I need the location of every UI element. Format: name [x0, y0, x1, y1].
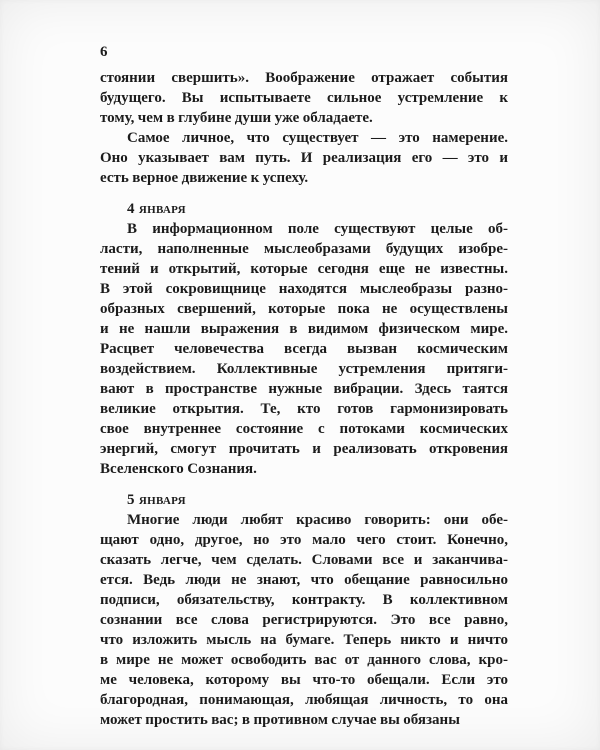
text-line: щают одно, другое, но это мало чего стоит. Конечно, — [100, 532, 508, 548]
text-line: Вселенского Сознания. — [100, 461, 257, 477]
page-number: 6 — [100, 44, 108, 60]
text-line: В информационном поле существуют целые об- — [127, 221, 508, 237]
page-content — [100, 68, 508, 730]
paragraph — [100, 510, 508, 730]
section-heading: 4 января — [127, 201, 186, 217]
text-line: тому, чем в глубине души уже обладаете. — [100, 110, 373, 126]
text-line: ется. Ведь люди не знают, что обещание равносильно — [100, 572, 508, 588]
text-line: сознании все слова регистрируются. Это все равно, — [100, 612, 508, 628]
text-line: Расцвет человечества всегда вызван космическим — [100, 341, 508, 357]
text-line: В этой сокровищнице находятся мыслеобразы разно- — [100, 281, 508, 297]
text-line: стоянии свершить». Воображение отражает события — [100, 70, 508, 86]
text-line: сказать легче, чем сделать. Словами все и заканчива- — [100, 552, 508, 568]
text-line: есть верное движение к успеху. — [100, 170, 309, 186]
text-line: в мире не может освободить вас от данного слова, кро- — [100, 652, 508, 668]
text-line: и не нашли выражения в видимом физическом мире. — [100, 321, 508, 337]
text-line: тений и открытий, которые сегодня еще не известны. — [100, 261, 508, 277]
text-line: Многие люди любят красиво говорить: они обе- — [127, 512, 508, 528]
text-line: Самое личное, что существует — это намерение. — [127, 130, 508, 146]
text-line: может простить вас; в противном случае вы обязаны — [100, 712, 460, 728]
text-line: воздействием. Коллективные устремления притяги- — [100, 361, 508, 377]
section-heading: 5 января — [127, 492, 186, 508]
paragraph — [100, 219, 508, 479]
text-line: что изложить мысль на бумаге. Теперь никто и ничто — [100, 632, 508, 648]
text-line: вают в пространстве нужные вибрации. Здесь таятся — [100, 381, 508, 397]
text-line: энергий, смогут прочитать и реализовать откровения — [100, 441, 508, 457]
text-line: образных свершений, которые пока не осуществлены — [100, 301, 508, 317]
paragraph — [100, 128, 508, 188]
text-line: великие открытия. Те, кто готов гармонизировать — [100, 401, 508, 417]
text-line: свое внутреннее состояние с потоками космических — [100, 421, 508, 437]
text-line: будущего. Вы испытываете сильное устремление к — [100, 90, 508, 106]
paragraph — [100, 68, 508, 128]
text-line: подписи, обязательству, контракту. В коллективном — [100, 592, 508, 608]
text-line: благородная, понимающая, любящая личность, то она — [100, 692, 508, 708]
text-line: ме человека, которому вы что-то обещали. Если это — [100, 672, 508, 688]
text-line: Оно указывает вам путь. И реализация его — это и — [100, 150, 508, 166]
text-line: ласти, наполненные мыслеобразами будущих изобре- — [100, 241, 508, 257]
